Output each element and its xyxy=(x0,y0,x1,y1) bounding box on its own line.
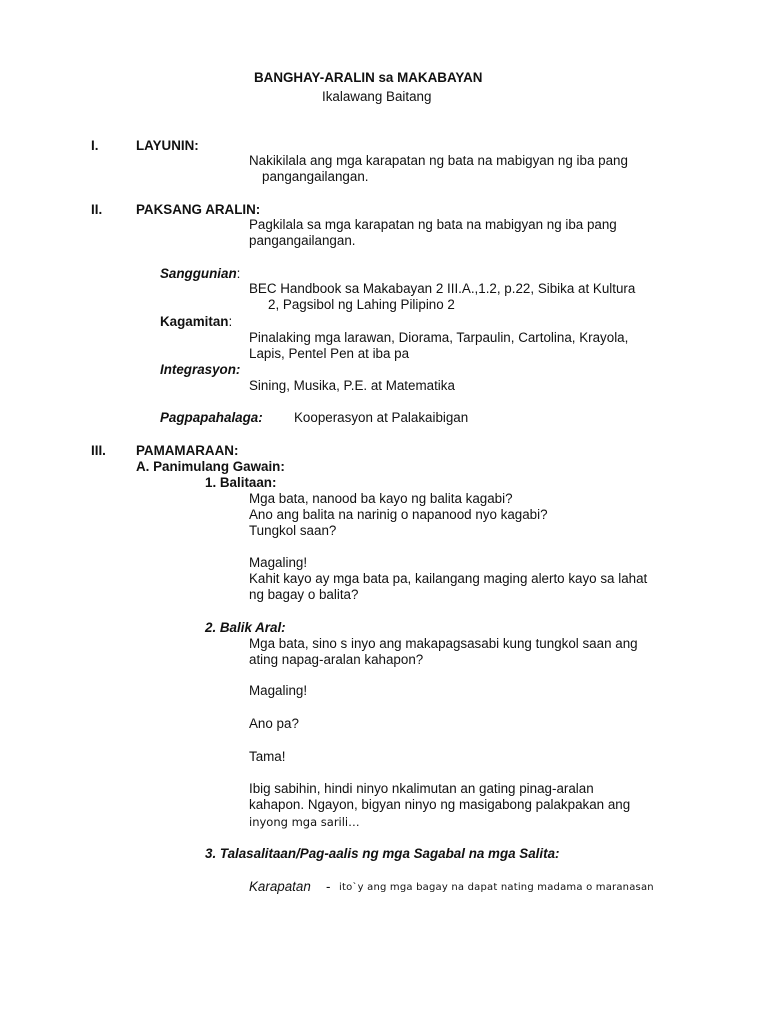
layunin-line-1: Nakikilala ang mga karapatan ng bata na mabigyan ng iba pang xyxy=(249,153,628,168)
balik-aral-line-4: Ano pa? xyxy=(249,716,299,731)
balitaan-line-4: Magaling! xyxy=(249,555,308,570)
paksa-line-1: Pagkilala sa mga karapatan ng bata na mabigyan ng iba pang xyxy=(249,217,617,232)
kagamitan-line-1: Pinalaking mga larawan, Diorama, Tarpaulin, Cartolina, Krayola, xyxy=(249,330,629,345)
document-subtitle: Ikalawang Baitang xyxy=(322,89,432,104)
sanggunian-line-2: 2, Pagsibol ng Lahing Pilipino 2 xyxy=(268,297,455,312)
balik-aral-line-6: Ibig sabihin, hindi ninyo nkalimutan an gating pinag-aralan xyxy=(249,781,594,796)
sanggunian-label: Sanggunian: xyxy=(160,266,241,281)
balik-aral-line-7: kahapon. Ngayon, bigyan ninyo ng masigabong palakpakan ang xyxy=(249,797,631,812)
balik-aral-heading: 2. Balik Aral: xyxy=(205,620,286,635)
balik-aral-line-1: Mga bata, sino s inyo ang makapagsasabi kung tungkol saan ang xyxy=(249,636,638,651)
karapatan-dash: - xyxy=(326,879,331,894)
integrasyon-value: Sining, Musika, P.E. at Matematika xyxy=(249,378,455,393)
section-3-heading: PAMAMARAAN: xyxy=(136,443,239,458)
sanggunian-line-1: BEC Handbook sa Makabayan 2 III.A.,1.2, p.22, Sibika at Kultura xyxy=(249,281,636,296)
integrasyon-label: Integrasyon: xyxy=(160,362,241,377)
balitaan-line-6: ng bagay o balita? xyxy=(249,587,359,602)
section-1-heading: LAYUNIN: xyxy=(136,138,199,153)
karapatan-definition: ito`y ang mga bagay na dapat nating madama o maranasan xyxy=(339,882,654,893)
section-2-heading: PAKSANG ARALIN: xyxy=(136,202,261,217)
balik-aral-line-8: inyong mga sarili… xyxy=(249,815,360,829)
kagamitan-label: Kagamitan: xyxy=(160,314,233,329)
balitaan-line-3: Tungkol saan? xyxy=(249,523,337,538)
layunin-line-2: pangangailangan. xyxy=(262,169,369,184)
kagamitan-line-2: Lapis, Pentel Pen at iba pa xyxy=(249,346,410,361)
balitaan-line-1: Mga bata, nanood ba kayo ng balita kagabi? xyxy=(249,491,513,506)
balik-aral-line-3: Magaling! xyxy=(249,683,308,698)
section-1-numeral: I. xyxy=(91,138,99,153)
document-title: BANGHAY-ARALIN sa MAKABAYAN xyxy=(254,70,483,85)
section-2-numeral: II. xyxy=(91,202,103,217)
balitaan-line-5: Kahit kayo ay mga bata pa, kailangang maging alerto kayo sa lahat xyxy=(249,571,648,586)
karapatan-term: Karapatan xyxy=(249,879,311,894)
talasalitaan-heading: 3. Talasalitaan/Pag-aalis ng mga Sagabal na mga Salita: xyxy=(205,846,560,861)
balik-aral-line-2: ating napag-aralan kahapon? xyxy=(249,652,424,667)
balik-aral-line-5: Tama! xyxy=(249,749,286,764)
panimulang-gawain-heading: A. Panimulang Gawain: xyxy=(136,459,285,474)
pagpapahalaga-value: Kooperasyon at Palakaibigan xyxy=(294,410,469,425)
paksa-line-2: pangangailangan. xyxy=(249,233,356,248)
balitaan-line-2: Ano ang balita na narinig o napanood nyo kagabi? xyxy=(249,507,548,522)
pagpapahalaga-label: Pagpapahalaga: xyxy=(160,410,263,425)
section-3-numeral: III. xyxy=(91,443,106,458)
balitaan-heading: 1. Balitaan: xyxy=(205,475,277,490)
